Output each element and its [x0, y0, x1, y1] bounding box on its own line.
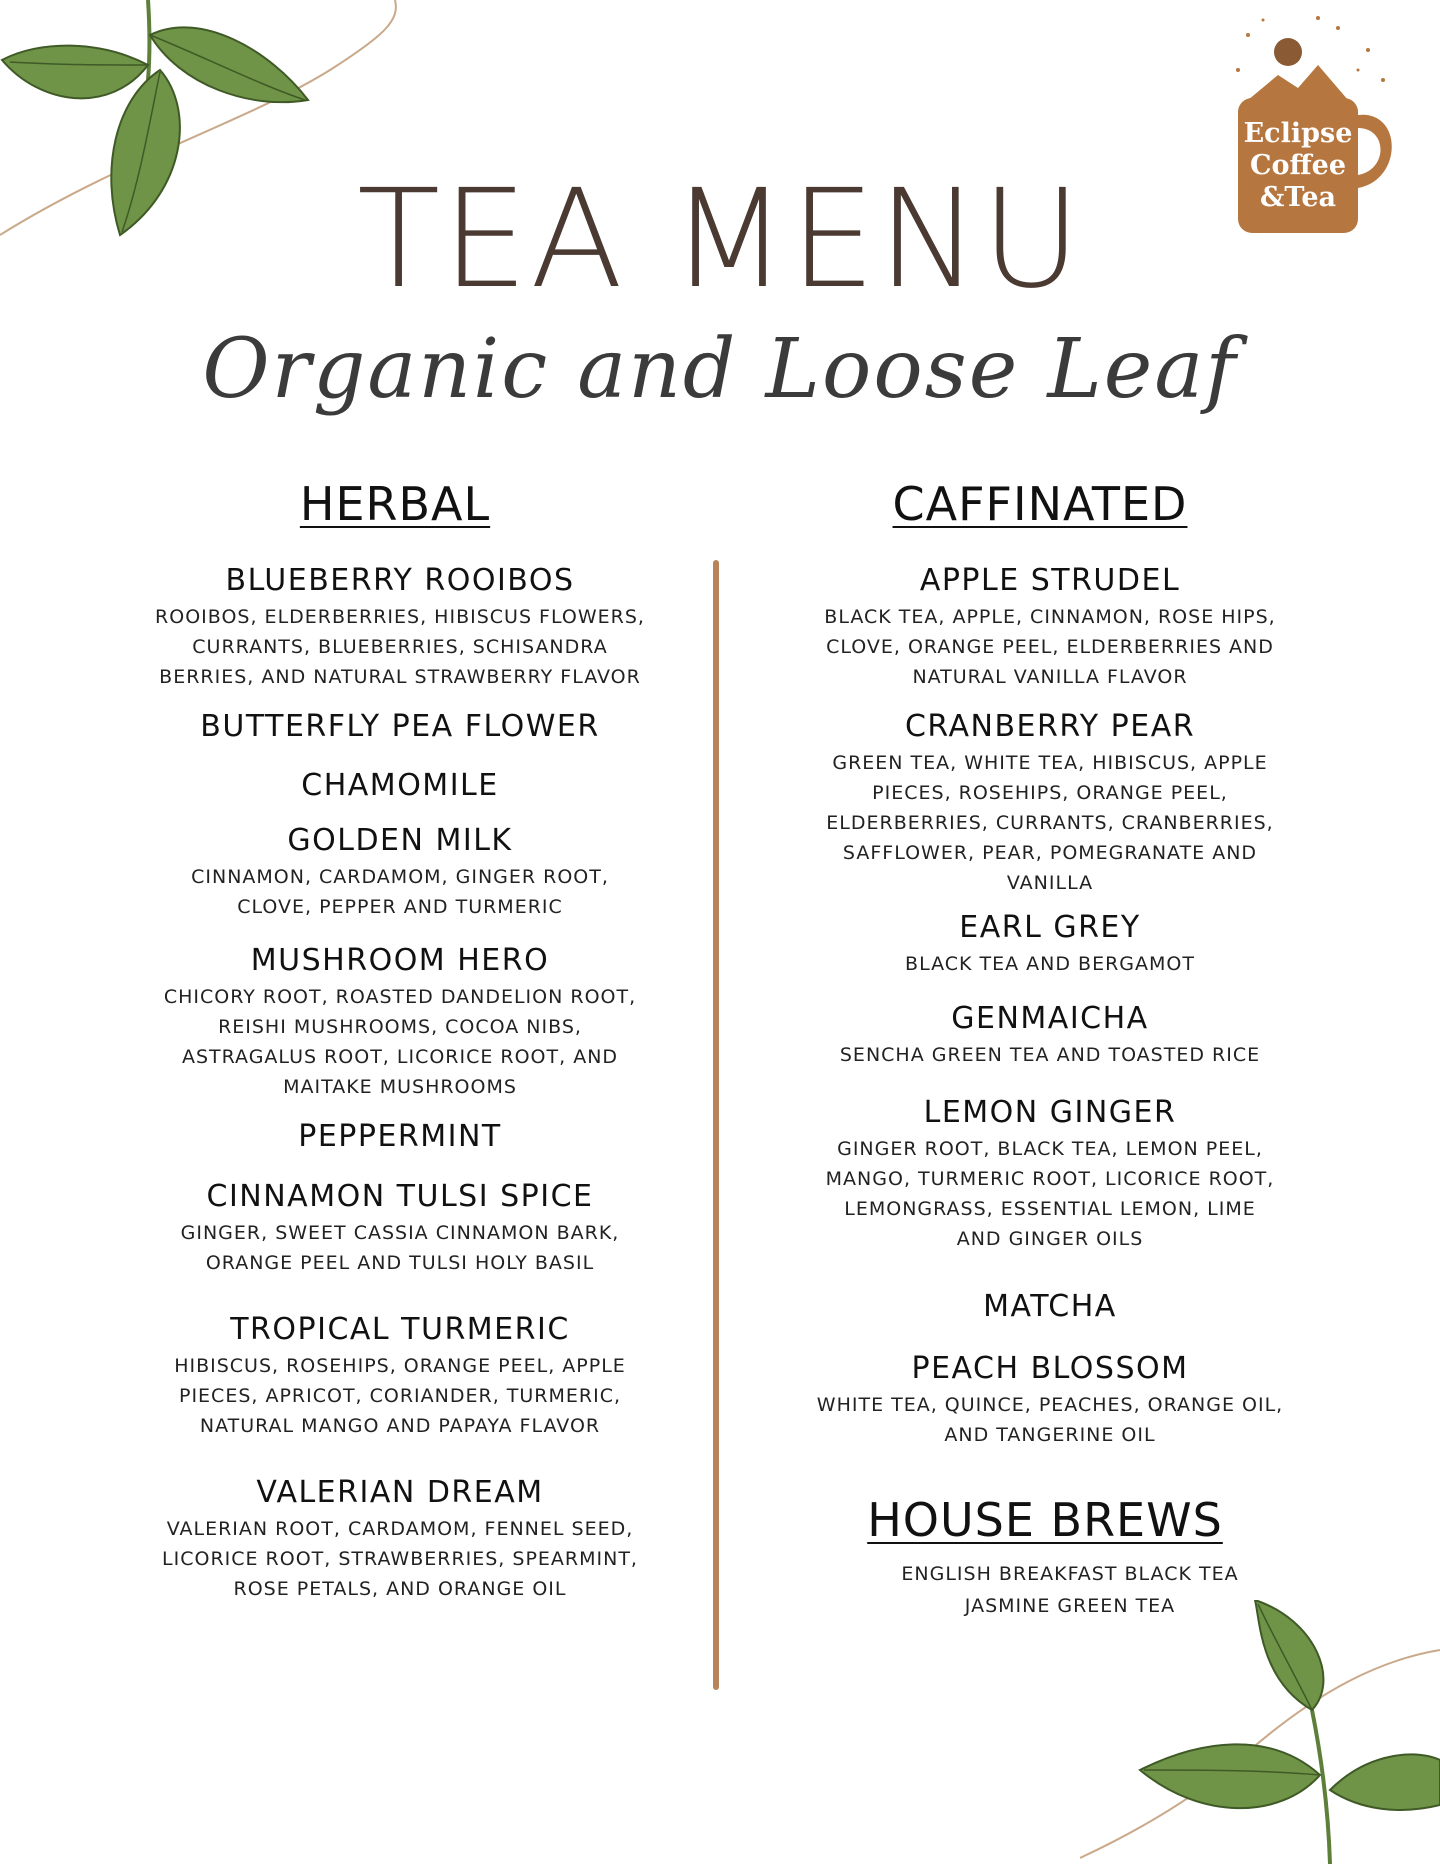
tea-name: PEACH BLOSSOM — [911, 1351, 1189, 1386]
herbal-item — [140, 822, 660, 922]
tea-ingredients-line: PIECES, ROSEHIPS, ORANGE PEEL, — [872, 782, 1228, 804]
tea-ingredients-line: NATURAL VANILLA FLAVOR — [912, 666, 1188, 688]
tea-ingredients-line: BLACK TEA AND BERGAMOT — [905, 953, 1195, 975]
tea-ingredients-line: CHICORY ROOT, ROASTED DANDELION ROOT, — [163, 986, 637, 1008]
herbal-item — [140, 1178, 660, 1278]
tea-name: CINNAMON TULSI SPICE — [206, 1179, 594, 1214]
herbal-item — [140, 1474, 660, 1604]
tea-name: BLUEBERRY ROOIBOS — [225, 563, 575, 598]
tea-ingredients-line: WHITE TEA, QUINCE, PEACHES, ORANGE OIL, — [816, 1394, 1284, 1416]
herbal-item — [140, 562, 660, 692]
caffinated-heading: CAFFINATED — [892, 477, 1188, 531]
tea-name: GENMAICHA — [951, 1001, 1149, 1036]
tea-ingredients-line: ELDERBERRIES, CURRANTS, CRANBERRIES, — [826, 812, 1274, 834]
tea-ingredients-line: LICORICE ROOT, STRAWBERRIES, SPEARMINT, — [162, 1548, 638, 1570]
caffinated-item — [790, 1288, 1310, 1326]
tea-ingredients-line: CURRANTS, BLUEBERRIES, SCHISANDRA — [192, 636, 608, 658]
tea-ingredients-line: VANILLA — [1006, 872, 1094, 894]
tea-ingredients-line: PIECES, APRICOT, CORIANDER, TURMERIC, — [178, 1385, 622, 1407]
logo-line-2: Coffee — [1249, 150, 1347, 181]
logo-line-1: Eclipse — [1243, 118, 1353, 149]
house-brew-item: JASMINE GREEN TEA — [964, 1595, 1176, 1617]
tea-ingredients-line: CLOVE, ORANGE PEEL, ELDERBERRIES AND — [826, 636, 1274, 658]
tea-name: APPLE STRUDEL — [919, 563, 1181, 598]
tea-ingredients-line: CINNAMON, CARDAMOM, GINGER ROOT, — [191, 866, 609, 888]
tea-ingredients-line: BERRIES, AND NATURAL STRAWBERRY FLAVOR — [159, 666, 641, 688]
tea-name: MUSHROOM HERO — [250, 943, 550, 978]
caffinated-item — [790, 1000, 1310, 1070]
tea-name: GOLDEN MILK — [287, 823, 513, 858]
tea-name: PEPPERMINT — [298, 1119, 502, 1154]
logo-line-3: &Tea — [1259, 182, 1337, 213]
tea-name: TROPICAL TURMERIC — [230, 1312, 570, 1347]
caffinated-item — [790, 909, 1310, 979]
leaf-sprig-bottom-right-icon — [1080, 1600, 1440, 1864]
herbal-item — [140, 1311, 660, 1441]
tea-ingredients-line: ROSE PETALS, AND ORANGE OIL — [233, 1578, 567, 1600]
caffinated-item — [790, 1350, 1310, 1450]
tea-ingredients-line: ROOIBOS, ELDERBERRIES, HIBISCUS FLOWERS, — [155, 606, 645, 628]
tea-name: CRANBERRY PEAR — [904, 709, 1196, 744]
tea-ingredients-line: AND GINGER OILS — [956, 1228, 1144, 1250]
page-title: TEA MENU — [357, 161, 1083, 319]
tea-ingredients-line: REISHI MUSHROOMS, COCOA NIBS, — [218, 1016, 582, 1038]
caffinated-item — [790, 708, 1310, 898]
herbal-item — [140, 708, 660, 746]
tea-ingredients-line: MANGO, TURMERIC ROOT, LICORICE ROOT, — [825, 1168, 1275, 1190]
tea-name: LEMON GINGER — [923, 1095, 1177, 1130]
herbal-item — [140, 942, 660, 1102]
tea-ingredients-line: ASTRAGALUS ROOT, LICORICE ROOT, AND — [181, 1046, 619, 1068]
tea-ingredients-line: MAITAKE MUSHROOMS — [283, 1076, 517, 1098]
tea-ingredients-line: HIBISCUS, ROSEHIPS, ORANGE PEEL, APPLE — [174, 1355, 626, 1377]
caffinated-item — [790, 1094, 1310, 1254]
tea-ingredients-line: ORANGE PEEL AND TULSI HOLY BASIL — [205, 1252, 595, 1274]
tea-ingredients-line: SAFFLOWER, PEAR, POMEGRANATE AND — [842, 842, 1258, 864]
tea-ingredients-line: GINGER, SWEET CASSIA CINNAMON BARK, — [180, 1222, 620, 1244]
page-subtitle: Organic and Loose Leaf — [202, 322, 1238, 417]
herbal-heading: HERBAL — [299, 477, 491, 531]
tea-name: MATCHA — [983, 1289, 1117, 1324]
herbal-item — [140, 767, 660, 805]
tea-name: VALERIAN DREAM — [256, 1475, 544, 1510]
tea-ingredients-line: CLOVE, PEPPER AND TURMERIC — [237, 896, 563, 918]
tea-ingredients-line: LEMONGRASS, ESSENTIAL LEMON, LIME — [844, 1198, 1256, 1220]
column-divider — [713, 560, 719, 1690]
tea-name: EARL GREY — [959, 910, 1141, 945]
tea-ingredients-line: NATURAL MANGO AND PAPAYA FLAVOR — [199, 1415, 601, 1437]
house-brews-list — [820, 1557, 1320, 1621]
tea-ingredients-line: AND TANGERINE OIL — [944, 1424, 1156, 1446]
house-brews-heading: HOUSE BREWS — [867, 1493, 1223, 1547]
tea-ingredients-line: GREEN TEA, WHITE TEA, HIBISCUS, APPLE — [832, 752, 1268, 774]
tea-ingredients-line: BLACK TEA, APPLE, CINNAMON, ROSE HIPS, — [824, 606, 1276, 628]
tea-name: BUTTERFLY PEA FLOWER — [200, 709, 600, 744]
house-brew-item: ENGLISH BREAKFAST BLACK TEA — [901, 1563, 1239, 1585]
tea-ingredients-line: VALERIAN ROOT, CARDAMOM, FENNEL SEED, — [166, 1518, 634, 1540]
herbal-item — [140, 1118, 660, 1156]
tea-ingredients-line: GINGER ROOT, BLACK TEA, LEMON PEEL, — [837, 1138, 1263, 1160]
tea-name: CHAMOMILE — [301, 768, 499, 803]
caffinated-item — [790, 562, 1310, 692]
tea-ingredients-line: SENCHA GREEN TEA AND TOASTED RICE — [839, 1044, 1261, 1066]
